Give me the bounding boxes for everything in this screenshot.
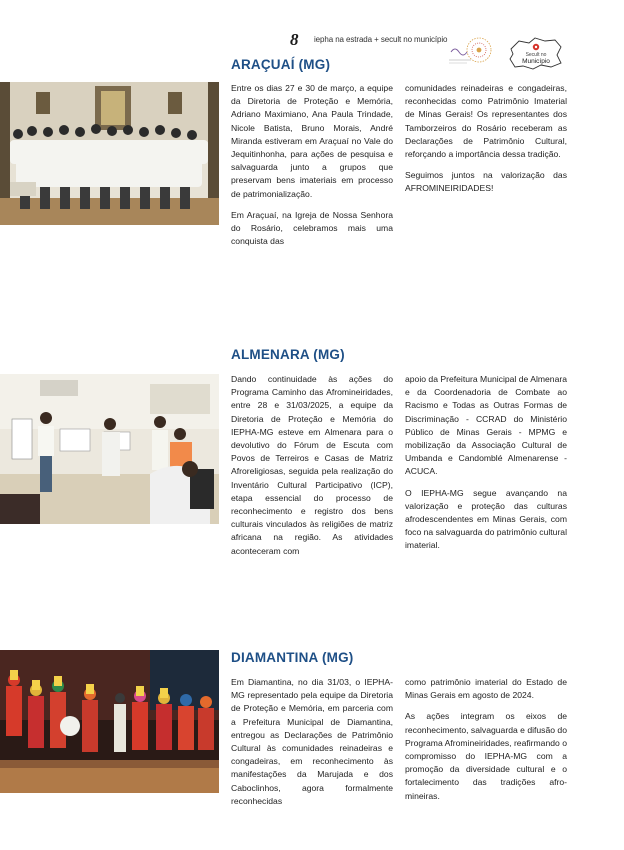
paragraph: Entre os dias 27 e 30 de março, a equipe da Diretoria de Proteção e Memória, Adriano Maximiano, Ana Paula Trindade, Nicole Batista, Bruno Morais, André Miranda estiveram em Araçuaí no Vale do Jequitinhonha, para ações de pesquisa e salvaguarda junto a grupos que preservam bens imateriais em processo de patrimonialização.	[231, 83, 393, 199]
almenara-text-col1	[231, 373, 393, 566]
paragraph: As ações integram os eixos de reconhecimento, salvaguarda e difusão do Programa Afromineiridades, reafirmando o compromisso do IEPHA-MG com a promoção da diversidade cultural e o fortalecimento das tradições afro-mineiras.	[405, 711, 567, 801]
paragraph: Dando continuidade às ações do Programa Caminho das Afromineiridades, entre 28 e 31/03/2025, a equipe da Diretoria de Proteção e Memória do IEPHA-MG esteve em Almenara para o devolutivo do Fórum de Escuta com Povos de Terreiros e Casas de Matriz Afroreligiosas, seguida pela realização do Inventário Cultural Participativo (ICP), etapa essencial do processo de reconhecimento e registro dos bens culturais vinculados às religiões de matriz africana na região. As atividades aconteceram com	[231, 374, 393, 556]
svg-text:Secult no: Secult no	[525, 52, 547, 58]
section-title-almenara: ALMENARA (MG)	[231, 347, 345, 362]
diamantina-performance-photo	[0, 650, 219, 793]
almenara-text-col2	[405, 373, 567, 561]
paragraph: apoio da Prefeitura Municipal de Almenara e da Coordenadoria de Combate ao Racismo e Todas as Outras Formas de Discriminação - CCRAD do Ministério Público de Minas Gerais - MPMG e mobilização da Associação Cultural de Umbanda e Candomblé Almenarense - ACUCA.	[405, 374, 567, 477]
paragraph: Seguimos juntos na valorização das AFROMINEIRIDADES!	[405, 170, 567, 194]
paragraph: O IEPHA-MG segue avançando na valorização e proteção das culturas afrodescendentes em Minas Gerais, com foco na salvaguarda do patrimônio cultural imaterial.	[405, 487, 567, 551]
diamantina-text-col1	[231, 676, 393, 816]
header-title: iepha na estrada + secult no município	[314, 35, 448, 44]
page-number: 8	[290, 30, 299, 49]
aracuai-group-photo	[0, 82, 219, 225]
section-title-diamantina: DIAMANTINA (MG)	[231, 650, 354, 665]
diamantina-text-col2	[405, 676, 567, 811]
paragraph: comunidades reinadeiras e congadeiras, reconhecidas como Patrimônio Imaterial de Minas Gerais! Os representantes dos Tamborzeiros do Rosário receberam as Declarações de Patrimônio Cultural, reforçando a importância dessa tradição.	[405, 83, 567, 160]
aracuai-text-col1	[231, 82, 393, 256]
afromineiridades-logo	[445, 34, 497, 72]
paragraph: Em Araçuaí, na Igreja de Nossa Senhora do Rosário, celebramos mais uma conquista das	[231, 209, 393, 247]
aracuai-text-col2	[405, 82, 567, 204]
almenara-forum-photo	[0, 374, 219, 524]
secult-municipio-logo	[505, 33, 567, 73]
paragraph: como patrimônio imaterial do Estado de Minas Gerais em agosto de 2024.	[405, 677, 567, 701]
paragraph: Em Diamantina, no dia 31/03, o IEPHA-MG representado pela equipe da Diretoria de Proteção e Memória, em parceria com a Prefeitura Municipal de Diamantina, entregou as Declarações de Patrimônio Cultural às comunidades reinadeiras e congadeiras, em reconhecimento às manifestações da Marujada e dos Caboclinhos, agora formalmente reconhecidas	[231, 677, 393, 806]
section-title-aracuai: ARAÇUAÍ (MG)	[231, 57, 331, 72]
svg-text:Município: Município	[522, 58, 550, 65]
